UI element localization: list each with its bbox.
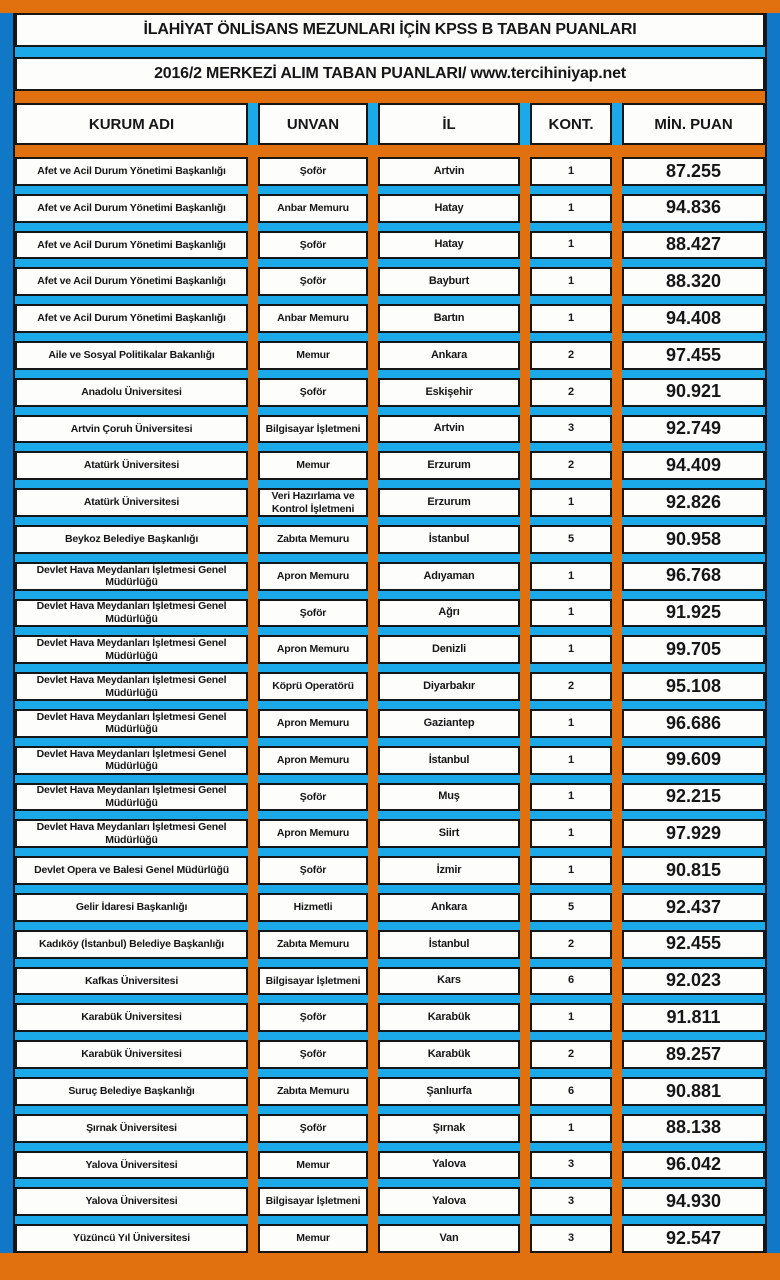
min-puan-cell: 92.749	[622, 415, 765, 444]
title-divider-strip	[15, 47, 765, 57]
unvan-cell: Apron Memuru	[258, 562, 368, 591]
kont-cell: 6	[530, 1077, 612, 1106]
min-puan-cell: 96.686	[622, 709, 765, 738]
unvan-cell: Veri Hazırlama ve Kontrol İşletmeni	[258, 488, 368, 517]
il-cell: Bayburt	[378, 267, 520, 296]
table-row	[15, 599, 765, 628]
column-separator	[248, 157, 258, 1253]
kurum-cell: Afet ve Acil Durum Yönetimi Başkanlığı	[15, 157, 248, 186]
kurum-cell: Devlet Hava Meydanları İşletmesi Genel Müdürlüğü	[15, 819, 248, 848]
unvan-cell: Anbar Memuru	[258, 194, 368, 223]
il-cell: Bartın	[378, 304, 520, 333]
min-puan-cell: 88.320	[622, 267, 765, 296]
kont-cell: 1	[530, 488, 612, 517]
bottom-orange-band	[0, 1253, 780, 1280]
kurum-cell: Afet ve Acil Durum Yönetimi Başkanlığı	[15, 267, 248, 296]
table-row	[15, 1224, 765, 1253]
kont-cell: 1	[530, 819, 612, 848]
unvan-cell: Bilgisayar İşletmeni	[258, 415, 368, 444]
unvan-cell: Şoför	[258, 267, 368, 296]
kont-cell: 1	[530, 194, 612, 223]
il-cell: İstanbul	[378, 746, 520, 775]
table-row	[15, 451, 765, 480]
il-cell: Siirt	[378, 819, 520, 848]
kurum-cell: Aile ve Sosyal Politikalar Bakanlığı	[15, 341, 248, 370]
kont-cell: 1	[530, 231, 612, 260]
header-bottom-strip	[15, 145, 765, 157]
il-cell: Yalova	[378, 1151, 520, 1180]
kurum-cell: Yüzüncü Yıl Üniversitesi	[15, 1224, 248, 1253]
unvan-cell: Şoför	[258, 1003, 368, 1032]
kurum-cell: Atatürk Üniversitesi	[15, 451, 248, 480]
il-cell: İzmir	[378, 856, 520, 885]
il-cell: Şırnak	[378, 1114, 520, 1143]
il-cell: Denizli	[378, 635, 520, 664]
kurum-cell: Devlet Hava Meydanları İşletmesi Genel Müdürlüğü	[15, 562, 248, 591]
kurum-cell: Yalova Üniversitesi	[15, 1187, 248, 1216]
il-cell: Artvin	[378, 415, 520, 444]
kurum-cell: Devlet Hava Meydanları İşletmesi Genel Müdürlüğü	[15, 783, 248, 812]
min-puan-cell: 92.826	[622, 488, 765, 517]
min-puan-cell: 90.921	[622, 378, 765, 407]
il-cell: Ankara	[378, 893, 520, 922]
table-row	[15, 1040, 765, 1069]
il-cell: Gaziantep	[378, 709, 520, 738]
min-puan-cell: 94.930	[622, 1187, 765, 1216]
table-row	[15, 967, 765, 996]
table-row	[15, 893, 765, 922]
kont-cell: 1	[530, 635, 612, 664]
unvan-cell: Bilgisayar İşletmeni	[258, 1187, 368, 1216]
min-puan-cell: 94.408	[622, 304, 765, 333]
kont-cell: 2	[530, 341, 612, 370]
unvan-cell: Anbar Memuru	[258, 304, 368, 333]
min-puan-cell: 90.815	[622, 856, 765, 885]
kurum-cell: Kadıköy (İstanbul) Belediye Başkanlığı	[15, 930, 248, 959]
kont-cell: 1	[530, 267, 612, 296]
kont-cell: 2	[530, 1040, 612, 1069]
il-cell: Erzurum	[378, 488, 520, 517]
table-row	[15, 488, 765, 517]
kont-cell: 1	[530, 1114, 612, 1143]
column-separator	[368, 157, 378, 1253]
column-separator	[612, 157, 622, 1253]
column-header-kont: KONT.	[530, 103, 612, 145]
table-row	[15, 415, 765, 444]
il-cell: Van	[378, 1224, 520, 1253]
table-frame	[0, 13, 780, 1253]
kurum-cell: Afet ve Acil Durum Yönetimi Başkanlığı	[15, 194, 248, 223]
il-cell: İstanbul	[378, 930, 520, 959]
il-cell: Eskişehir	[378, 378, 520, 407]
il-cell: Kars	[378, 967, 520, 996]
unvan-cell: Hizmetli	[258, 893, 368, 922]
kurum-cell: Beykoz Belediye Başkanlığı	[15, 525, 248, 554]
table-row	[15, 1187, 765, 1216]
min-puan-cell: 91.925	[622, 599, 765, 628]
unvan-cell: Zabıta Memuru	[258, 1077, 368, 1106]
kont-cell: 5	[530, 525, 612, 554]
unvan-cell: Şoför	[258, 1040, 368, 1069]
table-row	[15, 1114, 765, 1143]
table-row	[15, 709, 765, 738]
kont-cell: 1	[530, 599, 612, 628]
table-header-row	[15, 103, 765, 145]
kont-cell: 2	[530, 378, 612, 407]
il-cell: Artvin	[378, 157, 520, 186]
unvan-cell: Şoför	[258, 231, 368, 260]
table-row	[15, 1151, 765, 1180]
min-puan-cell: 97.929	[622, 819, 765, 848]
kurum-cell: Devlet Hava Meydanları İşletmesi Genel Müdürlüğü	[15, 599, 248, 628]
table-row	[15, 930, 765, 959]
table-row	[15, 783, 765, 812]
table-content	[13, 13, 767, 1253]
il-cell: Karabük	[378, 1040, 520, 1069]
il-cell: Ankara	[378, 341, 520, 370]
unvan-cell: Apron Memuru	[258, 819, 368, 848]
table-row	[15, 672, 765, 701]
kurum-cell: Afet ve Acil Durum Yönetimi Başkanlığı	[15, 304, 248, 333]
unvan-cell: Şoför	[258, 856, 368, 885]
unvan-cell: Memur	[258, 451, 368, 480]
kont-cell: 6	[530, 967, 612, 996]
kont-cell: 5	[530, 893, 612, 922]
column-header-unvan: UNVAN	[258, 103, 368, 145]
min-puan-cell: 88.138	[622, 1114, 765, 1143]
kont-cell: 3	[530, 1151, 612, 1180]
table-row	[15, 341, 765, 370]
kont-cell: 1	[530, 157, 612, 186]
min-puan-cell: 95.108	[622, 672, 765, 701]
table-row	[15, 856, 765, 885]
unvan-cell: Köprü Operatörü	[258, 672, 368, 701]
il-cell: İstanbul	[378, 525, 520, 554]
unvan-cell: Zabıta Memuru	[258, 525, 368, 554]
min-puan-cell: 92.023	[622, 967, 765, 996]
table-rows	[15, 157, 765, 1253]
kurum-cell: Gelir İdaresi Başkanlığı	[15, 893, 248, 922]
column-separator	[520, 157, 530, 1253]
kurum-cell: Devlet Hava Meydanları İşletmesi Genel Müdürlüğü	[15, 746, 248, 775]
il-cell: Diyarbakır	[378, 672, 520, 701]
left-blue-band	[0, 13, 13, 1253]
min-puan-cell: 96.768	[622, 562, 765, 591]
unvan-cell: Apron Memuru	[258, 746, 368, 775]
il-cell: Hatay	[378, 231, 520, 260]
kurum-cell: Karabük Üniversitesi	[15, 1040, 248, 1069]
il-cell: Karabük	[378, 1003, 520, 1032]
table-row	[15, 819, 765, 848]
unvan-cell: Şoför	[258, 783, 368, 812]
kont-cell: 1	[530, 709, 612, 738]
kurum-cell: Afet ve Acil Durum Yönetimi Başkanlığı	[15, 231, 248, 260]
il-cell: Ağrı	[378, 599, 520, 628]
kurum-cell: Anadolu Üniversitesi	[15, 378, 248, 407]
table-body	[15, 157, 765, 1253]
il-cell: Muş	[378, 783, 520, 812]
table-row	[15, 267, 765, 296]
unvan-cell: Şoför	[258, 157, 368, 186]
page-title: İLAHİYAT ÖNLİSANS MEZUNLARI İÇİN KPSS B TABAN PUANLARI	[15, 13, 765, 47]
unvan-cell: Apron Memuru	[258, 635, 368, 664]
kurum-cell: Devlet Hava Meydanları İşletmesi Genel Müdürlüğü	[15, 672, 248, 701]
kurum-cell: Karabük Üniversitesi	[15, 1003, 248, 1032]
unvan-cell: Şoför	[258, 1114, 368, 1143]
min-puan-cell: 97.455	[622, 341, 765, 370]
unvan-cell: Memur	[258, 1224, 368, 1253]
min-puan-cell: 87.255	[622, 157, 765, 186]
kurum-cell: Artvin Çoruh Üniversitesi	[15, 415, 248, 444]
unvan-cell: Zabıta Memuru	[258, 930, 368, 959]
min-puan-cell: 96.042	[622, 1151, 765, 1180]
kont-cell: 1	[530, 856, 612, 885]
unvan-cell: Memur	[258, 341, 368, 370]
kurum-cell: Şırnak Üniversitesi	[15, 1114, 248, 1143]
kont-cell: 1	[530, 562, 612, 591]
table-row	[15, 635, 765, 664]
kont-cell: 1	[530, 746, 612, 775]
column-header-min-puan: MİN. PUAN	[622, 103, 765, 145]
min-puan-cell: 90.881	[622, 1077, 765, 1106]
min-puan-cell: 99.705	[622, 635, 765, 664]
table-row	[15, 1003, 765, 1032]
kurum-cell: Atatürk Üniversitesi	[15, 488, 248, 517]
page-subtitle: 2016/2 MERKEZİ ALIM TABAN PUANLARI/ www.tercihiniyap.net	[15, 57, 765, 91]
column-header-il: İL	[378, 103, 520, 145]
kont-cell: 1	[530, 783, 612, 812]
table-row	[15, 746, 765, 775]
kurum-cell: Kafkas Üniversitesi	[15, 967, 248, 996]
kont-cell: 2	[530, 930, 612, 959]
min-puan-cell: 94.409	[622, 451, 765, 480]
kont-cell: 3	[530, 1187, 612, 1216]
kont-cell: 3	[530, 415, 612, 444]
kont-cell: 1	[530, 1003, 612, 1032]
table-row	[15, 378, 765, 407]
kurum-cell: Devlet Opera ve Balesi Genel Müdürlüğü	[15, 856, 248, 885]
kont-cell: 2	[530, 451, 612, 480]
table-row	[15, 231, 765, 260]
column-header-kurum: KURUM ADI	[15, 103, 248, 145]
min-puan-cell: 89.257	[622, 1040, 765, 1069]
unvan-cell: Şoför	[258, 599, 368, 628]
il-cell: Şanlıurfa	[378, 1077, 520, 1106]
min-puan-cell: 92.455	[622, 930, 765, 959]
table-row	[15, 157, 765, 186]
il-cell: Erzurum	[378, 451, 520, 480]
min-puan-cell: 92.547	[622, 1224, 765, 1253]
kurum-cell: Suruç Belediye Başkanlığı	[15, 1077, 248, 1106]
unvan-cell: Şoför	[258, 378, 368, 407]
header-top-strip	[15, 91, 765, 103]
kurum-cell: Yalova Üniversitesi	[15, 1151, 248, 1180]
min-puan-cell: 91.811	[622, 1003, 765, 1032]
table-row	[15, 525, 765, 554]
table-row	[15, 194, 765, 223]
unvan-cell: Apron Memuru	[258, 709, 368, 738]
unvan-cell: Memur	[258, 1151, 368, 1180]
top-orange-band	[0, 0, 780, 13]
right-blue-band	[767, 13, 780, 1253]
min-puan-cell: 92.437	[622, 893, 765, 922]
kurum-cell: Devlet Hava Meydanları İşletmesi Genel Müdürlüğü	[15, 709, 248, 738]
table-row	[15, 304, 765, 333]
min-puan-cell: 88.427	[622, 231, 765, 260]
unvan-cell: Bilgisayar İşletmeni	[258, 967, 368, 996]
min-puan-cell: 99.609	[622, 746, 765, 775]
kont-cell: 1	[530, 304, 612, 333]
kont-cell: 3	[530, 1224, 612, 1253]
table-row	[15, 1077, 765, 1106]
min-puan-cell: 94.836	[622, 194, 765, 223]
min-puan-cell: 90.958	[622, 525, 765, 554]
kont-cell: 2	[530, 672, 612, 701]
kurum-cell: Devlet Hava Meydanları İşletmesi Genel Müdürlüğü	[15, 635, 248, 664]
il-cell: Hatay	[378, 194, 520, 223]
min-puan-cell: 92.215	[622, 783, 765, 812]
table-row	[15, 562, 765, 591]
il-cell: Adıyaman	[378, 562, 520, 591]
il-cell: Yalova	[378, 1187, 520, 1216]
